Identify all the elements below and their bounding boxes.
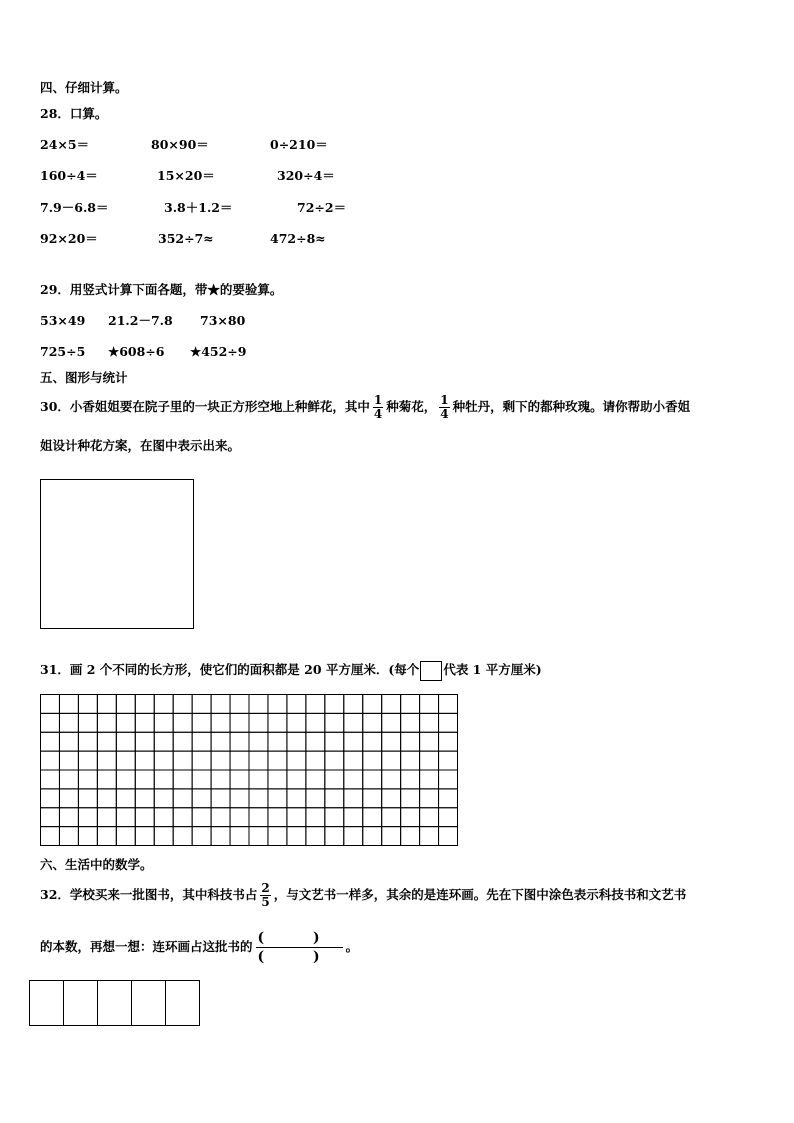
q32-text: 32．学校买来一批图书，其中科技书占 — [40, 887, 258, 902]
grid-cell[interactable] — [344, 732, 363, 751]
grid-cell[interactable] — [306, 808, 325, 827]
grid-cell[interactable] — [230, 751, 249, 770]
grid-cell[interactable] — [344, 695, 363, 714]
grid-cell[interactable] — [230, 732, 249, 751]
grid-cell[interactable] — [41, 732, 60, 751]
grid-cell[interactable] — [306, 695, 325, 714]
grid-cell[interactable] — [439, 695, 458, 714]
square-plot-drawing-area[interactable] — [40, 479, 194, 629]
grid-cell[interactable] — [382, 713, 401, 732]
strip-cell[interactable] — [166, 981, 200, 1026]
grid-cell[interactable] — [382, 770, 401, 789]
grid-cell[interactable] — [382, 751, 401, 770]
grid-cell[interactable] — [382, 827, 401, 846]
strip-cell[interactable] — [98, 981, 132, 1026]
grid-cell[interactable] — [401, 695, 420, 714]
grid-cell[interactable] — [268, 751, 287, 770]
grid-cell[interactable] — [249, 751, 268, 770]
grid-cell[interactable] — [78, 770, 97, 789]
grid-cell[interactable] — [344, 789, 363, 808]
grid-cell[interactable] — [173, 713, 192, 732]
grid-cell[interactable] — [192, 695, 211, 714]
grid-cell[interactable] — [439, 827, 458, 846]
grid-cell[interactable] — [116, 695, 135, 714]
grid-cell[interactable] — [211, 770, 230, 789]
q29-item: 53×49 — [40, 313, 86, 328]
grid-cell[interactable] — [401, 808, 420, 827]
grid-cell[interactable] — [230, 695, 249, 714]
fraction — [439, 394, 449, 421]
grid-cell[interactable] — [325, 770, 344, 789]
grid-cell[interactable] — [78, 789, 97, 808]
grid-cell[interactable] — [249, 770, 268, 789]
grid-cell[interactable] — [344, 770, 363, 789]
grid-cell[interactable] — [287, 751, 306, 770]
grid-cell[interactable] — [344, 827, 363, 846]
grid-cell[interactable] — [420, 732, 439, 751]
grid-cell[interactable] — [211, 695, 230, 714]
grid-cell[interactable] — [306, 713, 325, 732]
grid-cell[interactable] — [135, 770, 154, 789]
grid-cell[interactable] — [268, 713, 287, 732]
grid-cell[interactable] — [173, 751, 192, 770]
grid-cell[interactable] — [97, 770, 116, 789]
grid-cell[interactable] — [420, 808, 439, 827]
q29-item: 21.2－7.8 — [108, 313, 173, 328]
grid-cell[interactable] — [192, 770, 211, 789]
q28-item: 72÷2＝ — [297, 200, 347, 215]
grid-cell[interactable] — [154, 695, 173, 714]
grid-cell[interactable] — [287, 808, 306, 827]
grid-cell[interactable] — [439, 770, 458, 789]
grid-cell[interactable] — [420, 770, 439, 789]
grid-cell[interactable] — [287, 732, 306, 751]
grid-cell[interactable] — [154, 827, 173, 846]
grid-cell[interactable] — [78, 808, 97, 827]
grid-cell[interactable] — [325, 751, 344, 770]
grid-cell[interactable] — [230, 789, 249, 808]
grid-cell[interactable] — [287, 770, 306, 789]
grid-cell[interactable] — [420, 827, 439, 846]
grid-cell[interactable] — [306, 789, 325, 808]
grid-cell[interactable] — [249, 713, 268, 732]
grid-cell[interactable] — [41, 751, 60, 770]
grid-cell[interactable] — [230, 808, 249, 827]
blank-denominator[interactable]: ( ) — [257, 949, 342, 965]
grid-cell[interactable] — [116, 751, 135, 770]
grid-cell[interactable] — [97, 808, 116, 827]
q29-label: 29．用竖式计算下面各题，带★的要验算。 — [40, 282, 283, 297]
section-6-title: 六、生活中的数学。 — [40, 857, 153, 872]
grid-cell[interactable] — [41, 770, 60, 789]
grid-cell[interactable] — [211, 808, 230, 827]
q31-text — [40, 659, 542, 681]
q32-text: ，与文艺书一样多，其余的是连环画。先在下图中涂色表示科技书和文艺书 — [273, 887, 687, 902]
grid-cell[interactable] — [249, 732, 268, 751]
q29-item: 73×80 — [200, 313, 246, 328]
grid-cell[interactable] — [97, 789, 116, 808]
q30-text: 种菊花， — [386, 399, 437, 414]
grid-cell[interactable] — [249, 808, 268, 827]
grid-cell[interactable] — [211, 789, 230, 808]
grid-cell[interactable] — [401, 751, 420, 770]
grid-cell[interactable] — [97, 695, 116, 714]
grid-cell[interactable] — [325, 789, 344, 808]
answer-fraction-blank[interactable] — [256, 929, 343, 966]
grid-cell[interactable] — [249, 789, 268, 808]
grid-cell[interactable] — [59, 827, 78, 846]
grid-cell[interactable] — [325, 695, 344, 714]
grid-cell[interactable] — [116, 789, 135, 808]
grid-cell[interactable] — [401, 713, 420, 732]
fraction-numerator: 2 — [261, 881, 270, 895]
strip-cell[interactable] — [132, 981, 166, 1026]
grid-cell[interactable] — [382, 695, 401, 714]
grid-cell[interactable] — [154, 751, 173, 770]
blank-numerator[interactable]: ( ) — [257, 930, 342, 946]
grid-cell[interactable] — [154, 789, 173, 808]
grid-cell[interactable] — [382, 789, 401, 808]
grid-cell[interactable] — [59, 713, 78, 732]
book-strip[interactable] — [29, 980, 201, 1027]
grid-cell[interactable] — [116, 827, 135, 846]
grid-cell[interactable] — [97, 732, 116, 751]
grid-cell[interactable] — [268, 770, 287, 789]
grid-cell[interactable] — [439, 751, 458, 770]
grid-cell[interactable] — [363, 695, 382, 714]
strip-cell[interactable] — [30, 981, 64, 1026]
grid-cell[interactable] — [249, 827, 268, 846]
q29-item: ★608÷6 — [108, 344, 165, 359]
grid-cell[interactable] — [173, 827, 192, 846]
grid-cell[interactable] — [287, 713, 306, 732]
grid-cell[interactable] — [59, 751, 78, 770]
grid-cell[interactable] — [59, 770, 78, 789]
grid-cell[interactable] — [192, 808, 211, 827]
grid-cell[interactable] — [116, 713, 135, 732]
grid-cell[interactable] — [135, 732, 154, 751]
grid-cell[interactable] — [420, 751, 439, 770]
grid-cell[interactable] — [230, 770, 249, 789]
grid-cell[interactable] — [230, 713, 249, 732]
grid-cell[interactable] — [211, 827, 230, 846]
grid-cell[interactable] — [401, 770, 420, 789]
grid-cell[interactable] — [192, 827, 211, 846]
grid-cell[interactable] — [401, 732, 420, 751]
grid-cell[interactable] — [154, 808, 173, 827]
grid-cell[interactable] — [363, 789, 382, 808]
grid-cell[interactable] — [173, 695, 192, 714]
q32-text-end: 。 — [345, 939, 359, 954]
grid-cell[interactable] — [325, 713, 344, 732]
q29-item: 725÷5 — [40, 344, 86, 359]
grid-cell[interactable] — [268, 827, 287, 846]
grid-cell[interactable] — [439, 732, 458, 751]
fraction-numerator: 1 — [373, 393, 383, 407]
q28-label: 28．口算。 — [40, 106, 108, 121]
grid-cell[interactable] — [325, 808, 344, 827]
grid-cell[interactable] — [306, 732, 325, 751]
q30-text: 30．小香姐姐要在院子里的一块正方形空地上种鲜花，其中 — [40, 399, 370, 414]
grid-cell[interactable] — [59, 789, 78, 808]
q32-line1 — [40, 880, 686, 910]
grid-cell[interactable] — [363, 770, 382, 789]
q28-item: 0÷210＝ — [270, 137, 328, 152]
grid-cell[interactable] — [78, 827, 97, 846]
grid-cell[interactable] — [249, 695, 268, 714]
grid-cell[interactable] — [382, 808, 401, 827]
grid-cell[interactable] — [344, 808, 363, 827]
grid-cell[interactable] — [135, 827, 154, 846]
q28-item: 320÷4＝ — [277, 168, 335, 183]
q32-text: 的本数，再想一想：连环画占这批书的 — [40, 939, 253, 954]
grid-cell[interactable] — [439, 808, 458, 827]
fraction — [260, 882, 270, 909]
grid-cell[interactable] — [59, 808, 78, 827]
grid-cell[interactable] — [192, 751, 211, 770]
q28-item: 160÷4＝ — [40, 168, 98, 183]
grid-cell[interactable] — [41, 808, 60, 827]
grid-cell[interactable] — [306, 751, 325, 770]
q31-text-before: 31．画 2 个不同的长方形，使它们的面积都是 20 平方厘米．(每个 — [40, 662, 420, 677]
grid-cell[interactable] — [116, 732, 135, 751]
q30-line1 — [40, 392, 690, 422]
grid-cell[interactable] — [363, 808, 382, 827]
grid-cell[interactable] — [154, 732, 173, 751]
grid-cell[interactable] — [41, 695, 60, 714]
fraction — [373, 394, 383, 421]
grid-cell[interactable] — [287, 695, 306, 714]
fraction-denominator: 4 — [440, 407, 449, 421]
grid-cell[interactable] — [420, 789, 439, 808]
section-4-title: 四、仔细计算。 — [40, 80, 128, 95]
grid-cell[interactable] — [211, 751, 230, 770]
q28-item: 24×5＝ — [40, 137, 90, 152]
grid-cell[interactable] — [382, 732, 401, 751]
grid-cell[interactable] — [78, 695, 97, 714]
grid-cell[interactable] — [192, 732, 211, 751]
grid-cell[interactable] — [41, 827, 60, 846]
strip-cell[interactable] — [64, 981, 98, 1026]
grid-cell[interactable] — [59, 695, 78, 714]
grid-cell[interactable] — [211, 713, 230, 732]
q31-text-after: 代表 1 平方厘米) — [443, 662, 542, 677]
grid-cell[interactable] — [363, 827, 382, 846]
grid-cell[interactable] — [192, 713, 211, 732]
grid-cell[interactable] — [306, 827, 325, 846]
grid-cell[interactable] — [116, 808, 135, 827]
grid-cell[interactable] — [363, 713, 382, 732]
grid-cell[interactable] — [268, 789, 287, 808]
grid-cell[interactable] — [325, 827, 344, 846]
square-grid[interactable] — [40, 694, 458, 846]
fraction-denominator: 5 — [261, 895, 270, 909]
grid-cell[interactable] — [41, 713, 60, 732]
grid-cell[interactable] — [154, 770, 173, 789]
section-5-title: 五、图形与统计 — [40, 370, 128, 385]
grid-cell[interactable] — [116, 770, 135, 789]
grid-cell[interactable] — [401, 827, 420, 846]
grid-cell[interactable] — [363, 732, 382, 751]
unit-square-icon — [420, 661, 442, 681]
grid-cell[interactable] — [78, 713, 97, 732]
grid-cell[interactable] — [363, 751, 382, 770]
q32-line2 — [40, 927, 358, 967]
grid-cell[interactable] — [135, 713, 154, 732]
grid-cell[interactable] — [135, 789, 154, 808]
grid-cell[interactable] — [420, 713, 439, 732]
grid-cell[interactable] — [97, 751, 116, 770]
grid-cell[interactable] — [173, 732, 192, 751]
q30-line2: 姐设计种花方案，在图中表示出来。 — [40, 438, 241, 453]
grid-cell[interactable] — [439, 713, 458, 732]
grid-cell[interactable] — [230, 827, 249, 846]
grid-cell[interactable] — [192, 789, 211, 808]
grid-cell[interactable] — [173, 789, 192, 808]
grid-cell[interactable] — [135, 751, 154, 770]
grid-cell[interactable] — [97, 713, 116, 732]
q28-item: 472÷8≈ — [270, 231, 326, 246]
fraction-numerator: 1 — [440, 393, 449, 407]
q28-item: 15×20＝ — [157, 168, 215, 183]
grid-cell[interactable] — [420, 695, 439, 714]
grid-cell[interactable] — [287, 789, 306, 808]
grid-cell[interactable] — [173, 808, 192, 827]
grid-cell[interactable] — [173, 770, 192, 789]
q28-item: 92×20＝ — [40, 231, 98, 246]
grid-cell[interactable] — [325, 732, 344, 751]
grid-cell[interactable] — [78, 751, 97, 770]
grid-cell[interactable] — [135, 808, 154, 827]
grid-cell[interactable] — [135, 695, 154, 714]
q28-item: 7.9－6.8＝ — [40, 200, 109, 215]
grid-cell[interactable] — [41, 789, 60, 808]
q29-item: ★452÷9 — [190, 344, 247, 359]
grid-cell[interactable] — [401, 789, 420, 808]
grid-cell[interactable] — [154, 713, 173, 732]
grid-cell[interactable] — [344, 713, 363, 732]
grid-cell[interactable] — [306, 770, 325, 789]
grid-cell[interactable] — [439, 789, 458, 808]
grid-cell[interactable] — [287, 827, 306, 846]
grid-cell[interactable] — [78, 732, 97, 751]
q28-item: 3.8＋1.2＝ — [164, 200, 233, 215]
grid-cell[interactable] — [97, 827, 116, 846]
grid-cell[interactable] — [59, 732, 78, 751]
grid-cell[interactable] — [268, 695, 287, 714]
fraction-denominator: 4 — [373, 407, 383, 421]
q30-text: 种牡丹，剩下的都种玫瑰。请你帮助小香姐 — [452, 399, 691, 414]
q28-item: 352÷7≈ — [158, 231, 214, 246]
grid-cell[interactable] — [344, 751, 363, 770]
grid-cell[interactable] — [211, 732, 230, 751]
grid-cell[interactable] — [268, 808, 287, 827]
grid-cell[interactable] — [268, 732, 287, 751]
q28-item: 80×90＝ — [151, 137, 209, 152]
